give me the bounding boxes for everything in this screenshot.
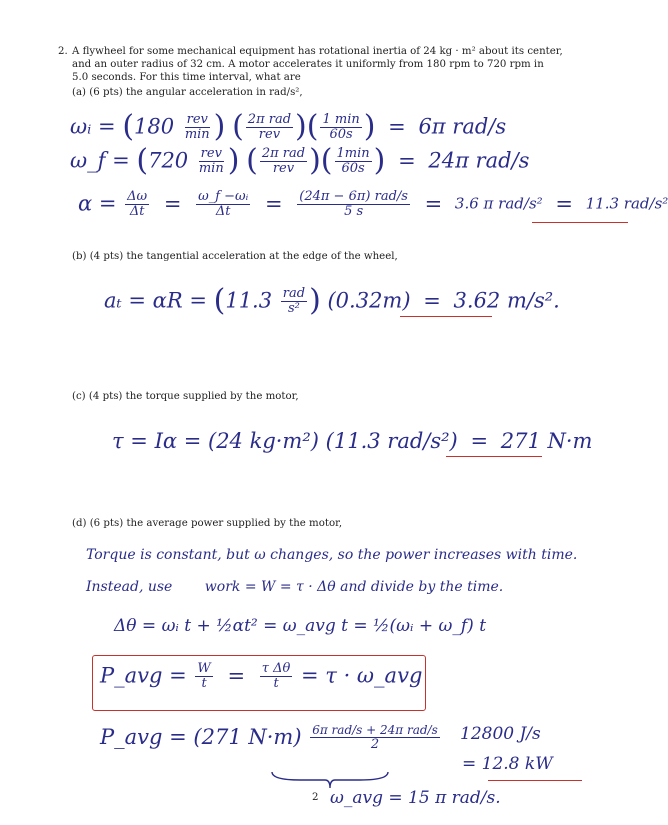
alpha-equation: α = $\frac{\Delta\omega}{\Delta t}$ = $\frac{\text{ω\_f −ωᵢ}}{\Delta t}$ = $\frac{\text{(24π − 6π) rad/s}}{5 s}$ = 3.6 π rad/s² = 11.3 rad/s² <box>78 189 668 219</box>
pavg-final-equation <box>100 724 442 751</box>
alpha-f2-den: Δt <box>215 203 231 219</box>
final-frac-num: 6π rad/s + 24π rad/s <box>312 723 438 737</box>
omega-f-f2-num: 2π rad <box>261 145 306 161</box>
alpha-f2-num: ω_f −ωᵢ <box>198 189 249 204</box>
tangential-result-underline <box>400 316 492 317</box>
omega-i-f1-num: rev <box>186 111 208 127</box>
torque-result-underline <box>446 456 542 457</box>
alpha-f3-den: 5 s <box>344 203 364 219</box>
average-brace-icon <box>270 770 390 790</box>
pavg-equation: P_avg = $\frac{W}{t}$ = $\frac{\text{τ Δθ}}{t}$ = τ · ω_avg <box>100 661 423 691</box>
pavg-f2-den: t <box>273 675 279 691</box>
tangential-result: 3.62 m/s². <box>453 288 560 313</box>
omega-f-f3-den: 60s <box>341 160 365 176</box>
final-result-2: = 12.8 kW <box>462 754 553 774</box>
pavg-rhs: = τ · ω_avg <box>301 663 423 688</box>
torque-result: 271 N·m <box>500 429 593 453</box>
problem-statement-line-1: A flywheel for some mechanical equipment has rotational inertia of 24 kg · m² about its center, <box>72 46 563 57</box>
alpha-f1-num: Δω <box>127 189 148 204</box>
omega-i-f3-num: 1 min <box>322 111 360 127</box>
pavg-lhs: P_avg = <box>100 663 187 688</box>
final-mid: (271 N·m) <box>193 725 302 750</box>
omega-f-f1-den: min <box>198 160 224 176</box>
omega-i-f3-den: 60s <box>329 126 353 142</box>
torque-factor1: (24 kg·m²) <box>208 429 319 453</box>
omega-i-f2-num: 2π rad <box>247 111 292 127</box>
pavg-f1-num: W <box>197 661 211 676</box>
alpha-f3-num: (24π − 6π) rad/s <box>299 189 408 204</box>
alpha-f1-den: Δt <box>129 203 145 219</box>
omega-avg-note: ω_avg = 15 π rad/s. <box>330 788 501 808</box>
omega-f-f1-num: rev <box>200 145 222 161</box>
omega-i-lhs: ωᵢ = <box>70 114 116 139</box>
omega-f-result: 24π rad/s <box>428 148 530 173</box>
omega-i-value: 180 <box>134 114 175 139</box>
alpha-result-underline <box>532 222 628 223</box>
tangential-factor1-den: s² <box>287 300 300 316</box>
part-c-prompt: (c) (4 pts) the torque supplied by the motor, <box>72 391 299 402</box>
final-result-underline <box>488 780 582 781</box>
omega-i-f2-den: rev <box>258 126 281 142</box>
final-frac-den: 2 <box>370 736 380 752</box>
pavg-f1-den: t <box>201 675 207 691</box>
problem-number: 2. <box>58 46 68 57</box>
part-d-note-line-1: Torque is constant, but ω changes, so the power increases with time. <box>86 547 578 563</box>
omega-f-f3-num: 1min <box>336 145 370 161</box>
pavg-f2-num: τ Δθ <box>261 661 291 676</box>
part-a-prompt: (a) (6 pts) the angular acceleration in rad/s², <box>72 87 303 98</box>
tangential-factor2: (0.32m) <box>327 288 411 313</box>
alpha-result: 11.3 rad/s² <box>585 194 668 213</box>
omega-i-f1-den: min <box>184 126 210 142</box>
omega-f-f2-den: rev <box>272 160 295 176</box>
tangential-accel-equation: aₜ = αR = (11.3 $\frac{\text{rad}}{\text{s²}}$ ) (0.32m) = 3.62 m/s². <box>104 283 560 318</box>
alpha-lhs: α = <box>78 191 117 216</box>
tangential-factor1-value: 11.3 <box>225 288 273 313</box>
part-b-prompt: (b) (4 pts) the tangential acceleration at the edge of the wheel, <box>72 251 398 262</box>
part-d-note-line-2-b: work = W = τ · Δθ and divide by the time. <box>204 579 504 595</box>
omega-i-equation: ωᵢ = (180 $\frac{\text{rev}}{\min}$ ) ( $\frac{\text{2π rad}}{\text{rev}}$ )( $\frac{1 \min}{60s}$ ) = 6π rad/s <box>70 109 507 144</box>
tangential-factor1-num: rad <box>282 285 306 301</box>
part-d-note-line-2 <box>86 580 503 594</box>
final-lhs: P_avg = <box>100 725 187 750</box>
omega-f-lhs: ω_f = <box>70 148 130 173</box>
omega-f-equation: ω_f = (720 $\frac{\text{rev}}{\min}$ ) ( $\frac{\text{2π rad}}{\text{rev}}$ )( $\frac{1\min}{60s}$ ) = 24π rad/s <box>70 143 530 178</box>
page-number: 2 <box>312 792 319 803</box>
final-result-1: 12800 J/s <box>460 724 541 744</box>
tangential-lhs: aₜ = αR = <box>104 288 207 313</box>
alpha-mid: 3.6 π rad/s² <box>454 194 543 213</box>
omega-f-value: 720 <box>148 148 189 173</box>
torque-equation: τ = Iα = (24 kg·m²) (11.3 rad/s²) = 271 N·m <box>112 429 593 453</box>
delta-theta-equation: Δθ = ωᵢ t + ½αt² = ω_avg t = ½(ωᵢ + ω_f) t <box>114 616 487 636</box>
part-d-note-line-2-a: Instead, use <box>86 579 173 595</box>
part-d-prompt: (d) (6 pts) the average power supplied by the motor, <box>72 518 343 529</box>
torque-lhs: τ = Iα = <box>112 429 202 453</box>
problem-statement-line-3: 5.0 seconds. For this time interval, what are <box>72 72 301 83</box>
problem-statement-line-2: and an outer radius of 32 cm. A motor accelerates it uniformly from 180 rpm to 720 rpm in <box>72 59 544 70</box>
torque-factor2: (11.3 rad/s²) <box>325 429 458 453</box>
omega-i-result: 6π rad/s <box>418 114 507 139</box>
